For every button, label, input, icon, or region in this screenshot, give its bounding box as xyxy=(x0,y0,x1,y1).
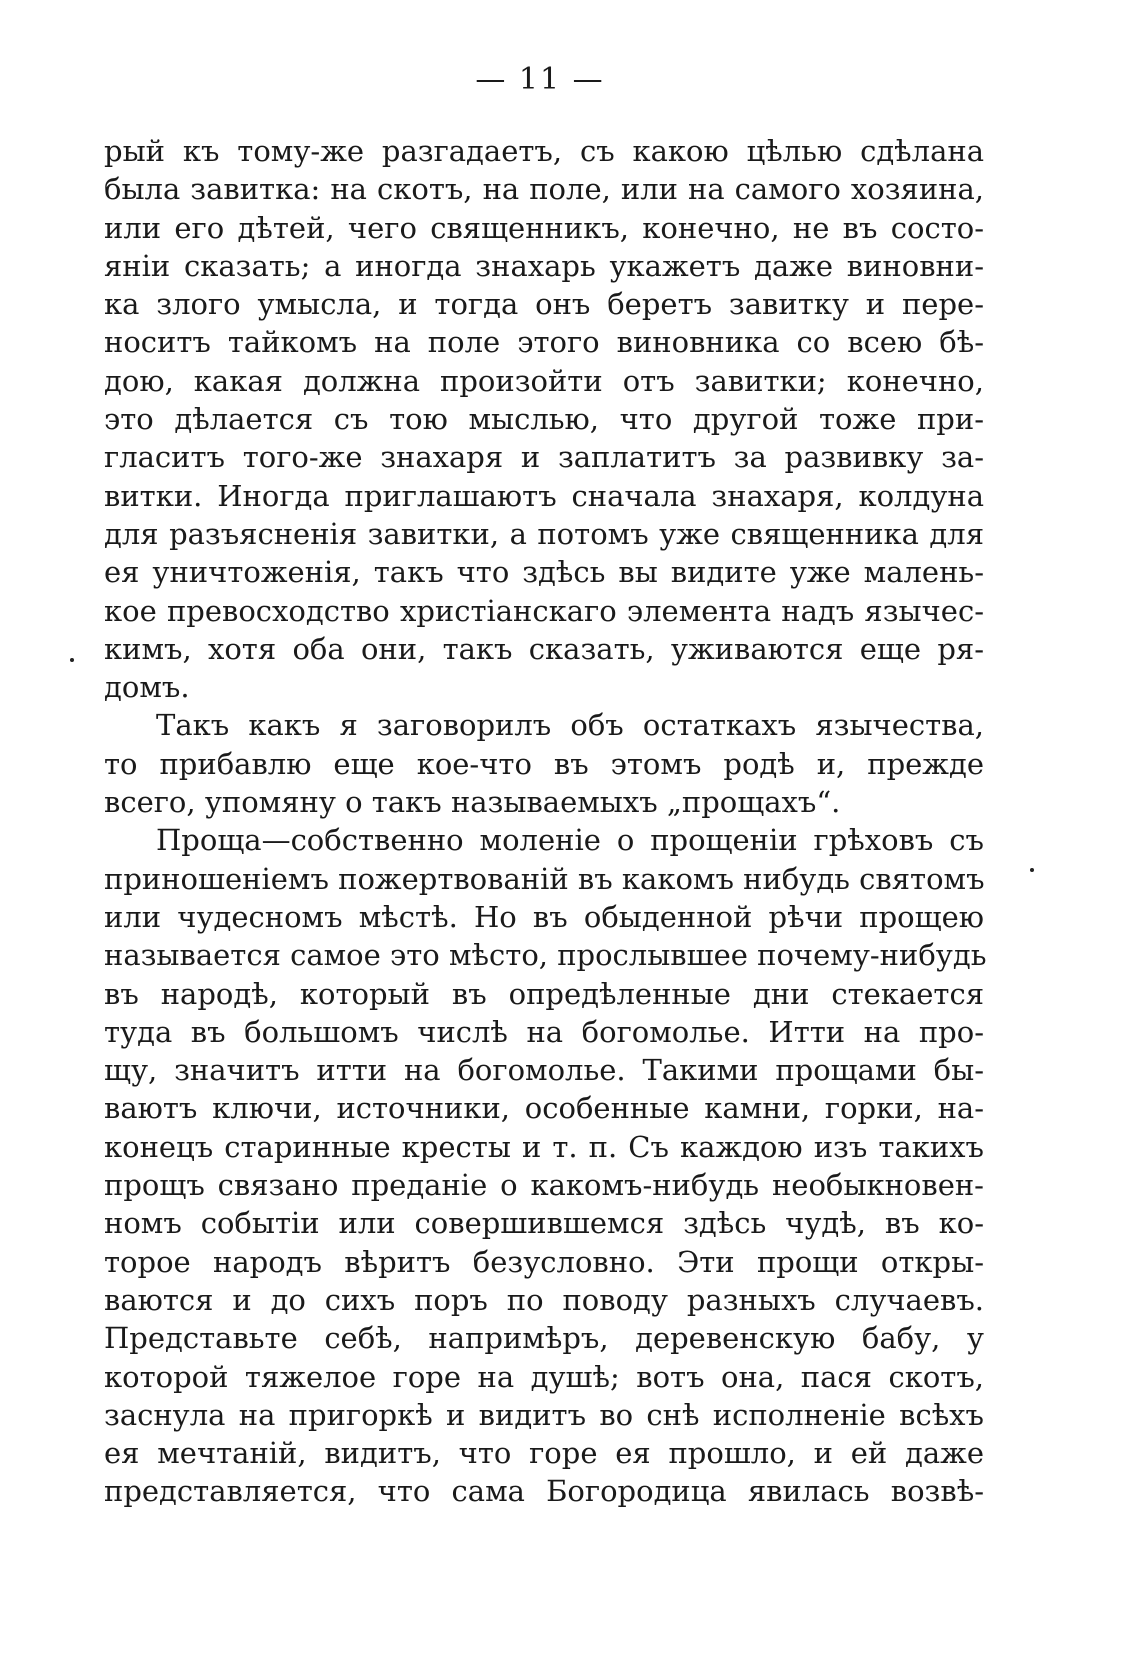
text-line: янiи сказать; а иногда знахарь укажетъ даже виновни- xyxy=(104,248,984,283)
text-line: представляется, что сама Богородица явилась возвѣ- xyxy=(104,1474,984,1509)
text-line: всего, упомяну о такъ называемыхъ „прощахъ“. xyxy=(104,785,841,820)
text-line: заснула на пригоркѣ и видитъ во снѣ исполненiе всѣхъ xyxy=(104,1397,984,1432)
text-line: кое превосходство христiанскаго элемента надъ язычес- xyxy=(104,593,984,628)
text-line: номъ событiи или совершившемся здѣсь чудѣ, въ ко- xyxy=(104,1206,984,1241)
text-line: Проща—собственно моленiе о прощенiи грѣховъ съ xyxy=(156,823,984,858)
text-line: Такъ какъ я заговорилъ объ остаткахъ язычества, xyxy=(156,708,984,743)
text-line: конецъ старинные кресты и т. п. Съ каждою изъ такихъ xyxy=(104,1129,984,1164)
text-line: или чудесномъ мѣстѣ. Но въ обыденной рѣчи прощею xyxy=(104,899,984,934)
text-line: рый къ тому-же разгадаетъ, съ какою цѣлью сдѣлана xyxy=(104,134,984,168)
text-line: Представьте себѣ, напримѣръ, деревенскую бабу, у xyxy=(104,1321,984,1356)
text-line: въ народѣ, который въ опредѣленные дни стекается xyxy=(104,976,984,1011)
text-line: носитъ тайкомъ на поле этого виновника со всею бѣ- xyxy=(104,325,984,360)
text-line: это дѣлается съ тою мыслью, что другой тоже при- xyxy=(104,402,984,437)
text-line: ваютъ ключи, источники, особенные камни, горки, на- xyxy=(104,1091,984,1126)
text-line: дою, какая должна произойти отъ завитки; конечно, xyxy=(104,363,984,398)
text-line: торое народъ вѣритъ безусловно. Эти прощи откры- xyxy=(104,1244,984,1279)
text-line: для разъясненiя завитки, а потомъ уже священника для xyxy=(104,516,984,551)
text-line: то прибавлю еще кое-что въ этомъ родѣ и, прежде xyxy=(104,746,984,781)
text-line: ка злого умысла, и тогда онъ беретъ завитку и пере- xyxy=(104,287,984,322)
text-line: или его дѣтей, чего священникъ, конечно, не въ состо- xyxy=(104,210,984,245)
text-line: домъ. xyxy=(104,670,190,705)
print-speck xyxy=(1030,868,1034,872)
text-line: называется самое это мѣсто, прослывшее почему-нибудь xyxy=(104,938,987,973)
text-line: гласитъ того-же знахаря и заплатитъ за развивку за- xyxy=(104,440,984,475)
text-line: ея мечтанiй, видитъ, что горе ея прошло, и ей даже xyxy=(104,1436,984,1471)
text-line: приношенiемъ пожертвованiй въ какомъ нибудь святомъ xyxy=(104,861,985,896)
text-line: которой тяжелое горе на душѣ; вотъ она, пася скотъ, xyxy=(104,1359,984,1394)
text-line: прощъ связано преданiе о какомъ-нибудь необыкновен- xyxy=(104,1168,984,1203)
text-line: туда въ большомъ числѣ на богомолье. Итти на про- xyxy=(104,1014,984,1049)
text-line: витки. Иногда приглашаютъ сначала знахаря, колдуна xyxy=(104,478,984,513)
page-number: — 11 — xyxy=(475,62,605,97)
body-text xyxy=(104,132,987,1511)
text-line: кимъ, хотя оба они, такъ сказать, уживаются еще ря- xyxy=(104,631,984,666)
text-line: ваются и до сихъ поръ по поводу разныхъ случаевъ. xyxy=(104,1282,984,1317)
text-line: щу, значитъ итти на богомолье. Такими прощами бы- xyxy=(104,1053,984,1088)
text-line: ея уничтоженiя, такъ что здѣсь вы видите уже малень- xyxy=(104,555,984,590)
text-line: была завитка: на скотъ, на поле, или на самого хозяина, xyxy=(104,172,984,207)
print-speck xyxy=(70,658,74,662)
